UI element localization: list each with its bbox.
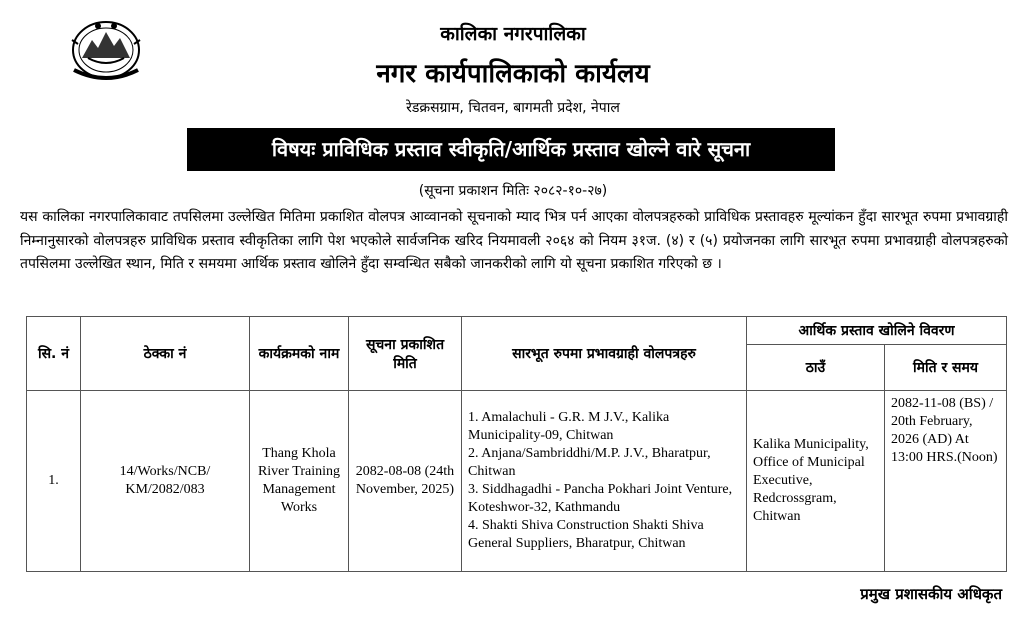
cell-place: Kalika Municipality, Office of Municipal Executive, Redcrossgram, Chitwan	[747, 391, 885, 572]
publication-date: (सूचना प्रकाशन मितिः २०८२-१०-२७)	[418, 183, 608, 199]
office-title: नगर कार्यपालिकाको कार्यलय	[376, 59, 650, 89]
signature-title: प्रमुख प्रशासकीय अधिकृत	[860, 585, 1002, 603]
header-date-time: मिति र समय	[885, 345, 1007, 391]
bidder-item: 3. Siddhagadhi - Pancha Pokhari Joint Venture, Koteshwor-32, Kathmandu	[468, 482, 733, 515]
cell-notice-date: 2082-08-08 (24th November, 2025)	[349, 391, 462, 572]
bidder-item: 1. Amalachuli - G.R. M J.V., Kalika Municipality-09, Chitwan	[468, 410, 670, 443]
header-bidders: सारभूत रुपमा प्रभावग्राही वोलपत्रहरु	[462, 317, 747, 391]
office-address: रेडक्रसग्राम, चितवन, बागमती प्रदेश, नेपाल	[406, 100, 620, 116]
cell-bidders	[462, 391, 747, 572]
header-sn: सि. नं	[27, 317, 81, 391]
municipality-name: कालिका नगरपालिका	[440, 23, 586, 45]
header-program-name: कार्यक्रमको नाम	[250, 317, 349, 391]
table-row	[27, 391, 1007, 572]
cell-contract-no: 14/Works/NCB/ KM/2082/083	[81, 391, 250, 572]
cell-program-name: Thang Khola River Training Management Works	[250, 391, 349, 572]
header-financial-opening: आर्थिक प्रस्ताव खोलिने विवरण	[747, 317, 1007, 345]
header-notice-date: सूचना प्रकाशित मिति	[349, 317, 462, 391]
cell-date-time: 2082-11-08 (BS) / 20th February, 2026 (AD) At 13:00 HRS.(Noon)	[885, 391, 1007, 572]
cell-sn: 1.	[27, 391, 81, 572]
bidder-item: 4. Shakti Shiva Construction Shakti Shiva General Suppliers, Bharatpur, Chitwan	[468, 518, 704, 551]
notice-paragraph: यस कालिका नगरपालिकावाट तपसिलमा उल्लेखित मितिमा प्रकाशित वोलपत्र आव्वानको सूचनाको म्याद भित्र पर्न आएका वोलपत्रहरुको प्राविधिक प्रस्तावहरु मूल्यांकन हुँदा सारभूत रुपमा प्रभावग्राही निम्नानुसारको वोलपत्रहरु प्राविधिक प्रस्ताव स्वीकृतिका लागि पेश भएकोले सार्वजनिक खरिद नियमावली २०६४ को नियम ३१ज. (४) र (५) प्रयोजनका लागि सारभूत रुपमा प्रभावग्राही वोलपत्रहरुको तपसिलमा उल्लेखित स्थान, मिति र समयमा आर्थिक प्रस्ताव खोलिने हुँदा सम्वन्धित सबैको जानकरीको लागि यो सूचना प्रकाशित गरिएको छ ।	[20, 209, 1008, 273]
subject-banner: विषयः प्राविधिक प्रस्ताव स्वीकृति/आर्थिक प्रस्ताव खोल्ने वारे सूचना	[187, 128, 835, 171]
header-place: ठाउँ	[747, 345, 885, 391]
bid-table	[26, 316, 1007, 572]
bidder-item: 2. Anjana/Sambriddhi/M.P. J.V., Bharatpur, Chitwan	[468, 446, 711, 479]
header-contract-no: ठेक्का नं	[81, 317, 250, 391]
